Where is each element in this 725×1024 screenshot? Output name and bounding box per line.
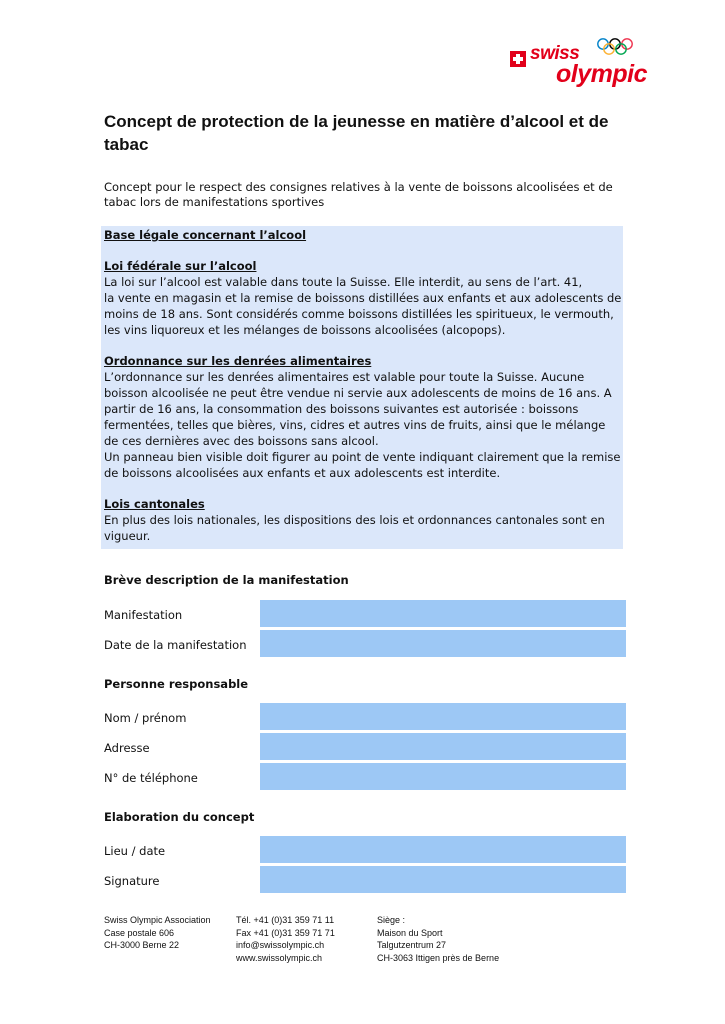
address-label: Adresse	[104, 741, 150, 755]
swiss-cross-icon	[510, 51, 526, 67]
footer-phone: Tél. +41 (0)31 359 71 11	[236, 915, 335, 925]
footer-contact-column	[236, 914, 335, 964]
footer-seat-city: CH-3063 Ittigen près de Berne	[377, 952, 500, 963]
logo-word-swiss: swiss	[530, 43, 580, 64]
food-ordinance-text-2: Un panneau bien visible doit figurer au point de vente indiquant clairement que la remise de boissons alcoolisées aux enfants et aux adolescents est interdite.	[104, 450, 621, 480]
footer-city: CH-3000 Berne 22	[104, 940, 180, 950]
event-label: Manifestation	[104, 608, 183, 622]
section-heading-federal-law: Loi fédérale sur l’alcool	[104, 259, 257, 273]
federal-law-text-line1: La loi sur l’alcool est valable dans toute la Suisse. Elle interdit, au sens de l’art. 41,	[104, 275, 583, 289]
name-field[interactable]	[260, 703, 626, 730]
footer-email[interactable]: info@swissolympic.ch	[236, 940, 325, 950]
footer-org-name: Swiss Olympic Association	[104, 915, 211, 925]
food-ordinance-text-1: L’ordonnance sur les denrées alimentaires est valable pour toute la Suisse. Aucune boisson alcoolisée ne peut être vendue ni servie aux adolescents de moins de 16 ans. A partir de 16 ans, la consommation des boissons suivantes est autorisée : boissons fermentées, telles que bières, vins, cidres et autres vins de fruits, ainsi que le mélange de ces dernières avec des boissons sans alcool.	[104, 370, 612, 448]
footer-address-column	[104, 914, 211, 952]
legal-basis-box	[101, 226, 623, 549]
footer-seat-label: Siège :	[377, 915, 406, 925]
signature-field[interactable]	[260, 866, 626, 893]
intro-text: Concept pour le respect des consignes relatives à la vente de boissons alcoolisées et de tabac lors de manifestations sportives	[104, 180, 613, 209]
legal-heading: Base légale concernant l’alcool	[104, 228, 307, 242]
footer-website[interactable]: www.swissolympic.ch	[236, 952, 323, 963]
swiss-olympic-logo	[510, 38, 652, 88]
document-title: Concept de protection de la jeunesse en matière d’alcool et de tabac	[104, 112, 609, 154]
federal-law-text-line2: la vente en magasin et la remise de boissons distillées aux enfants et aux adolescents de moins de 18 ans. Sont considérés comme boissons distillées les spiritueux, le vermouth, les vins liquoreux et les mélanges de boissons alcoolisées (alcopops).	[104, 291, 622, 337]
place-date-label: Lieu / date	[104, 844, 166, 858]
olympic-rings-icon	[596, 38, 644, 56]
cantonal-laws-text: En plus des lois nationales, les dispositions des lois et ordonnances cantonales sont en vigueur.	[104, 513, 605, 543]
footer-seat-building: Maison du Sport	[377, 927, 443, 938]
responsible-person-heading: Personne responsable	[104, 677, 249, 691]
footer-seat-column	[377, 914, 499, 964]
event-field[interactable]	[260, 600, 626, 627]
event-description-heading: Brève description de la manifestation	[104, 573, 349, 587]
event-date-field[interactable]	[260, 630, 626, 657]
footer-fax: Fax +41 (0)31 359 71 71	[236, 927, 335, 938]
name-label: Nom / prénom	[104, 711, 187, 725]
phone-label: N° de téléphone	[104, 771, 198, 785]
place-date-field[interactable]	[260, 836, 626, 863]
concept-elaboration-heading: Elaboration du concept	[104, 810, 255, 824]
footer-po-box: Case postale 606	[104, 927, 175, 938]
footer-seat-street: Talgutzentrum 27	[377, 940, 447, 950]
address-field[interactable]	[260, 733, 626, 760]
event-date-label: Date de la manifestation	[104, 638, 247, 652]
logo-word-olympic: olympic	[556, 60, 647, 88]
signature-label: Signature	[104, 874, 160, 888]
section-heading-food-ordinance: Ordonnance sur les denrées alimentaires	[104, 354, 372, 368]
section-heading-cantonal-laws: Lois cantonales	[104, 497, 205, 511]
phone-field[interactable]	[260, 763, 626, 790]
